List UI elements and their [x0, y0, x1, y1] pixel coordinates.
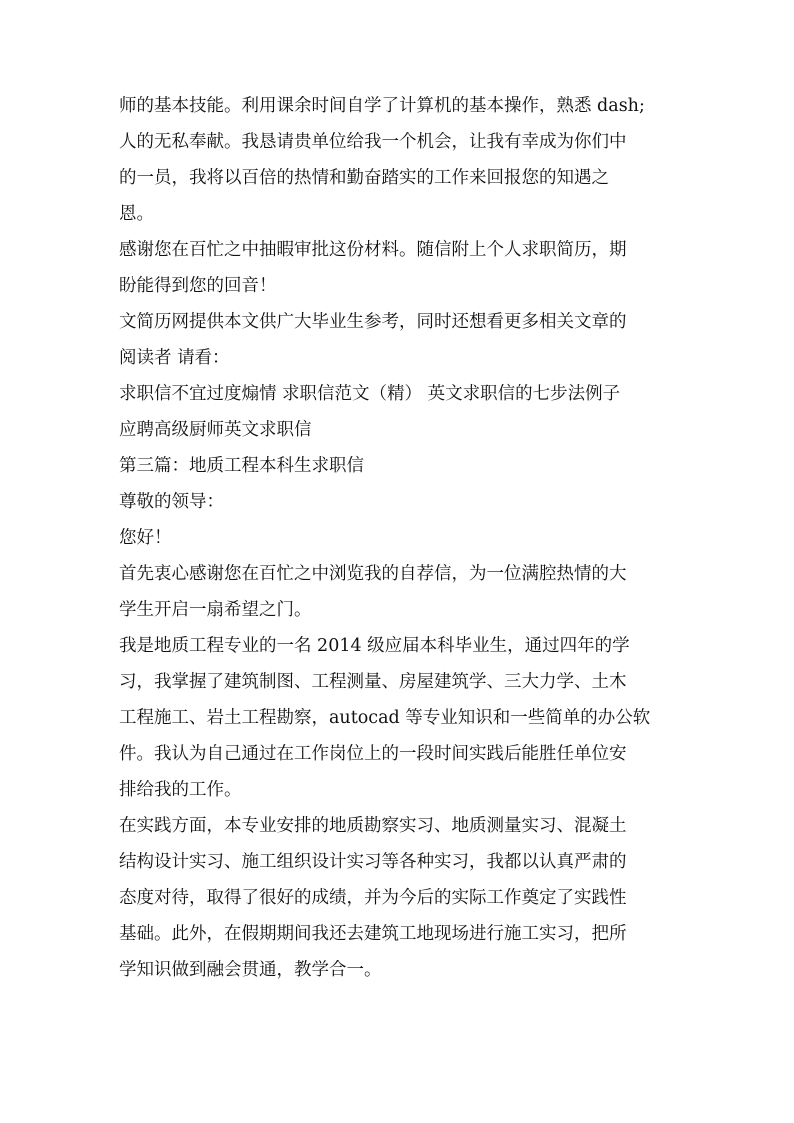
text-line: 求职信不宜过度煽情 求职信范文（精） 英文求职信的七步法例子 — [119, 384, 621, 404]
text-line: 我是地质工程专业的一名 2014 级应届本科毕业生，通过四年的学 — [119, 636, 630, 656]
text-line: 的一员，我将以百倍的热情和勤奋踏实的工作来回报您的知遇之 — [119, 168, 609, 188]
text-line: 习，我掌握了建筑制图、工程测量、房屋建筑学、三大力学、土木 — [119, 672, 627, 692]
text-line: 阅读者 请看： — [119, 348, 230, 368]
text-line: 文简历网提供本文供广大毕业生参考，同时还想看更多相关文章的 — [119, 312, 627, 332]
text-line: 学知识做到融会贯通，教学合一。 — [119, 960, 382, 980]
text-line: 感谢您在百忙之中抽暇审批这份材料。随信附上个人求职简历，期 — [119, 240, 627, 260]
text-line: 在实践方面，本专业安排的地质勘察实习、地质测量实习、混凝土 — [119, 816, 627, 836]
text-line: 应聘高级厨师英文求职信 — [119, 420, 312, 440]
text-line: 基础。此外，在假期期间我还去建筑工地现场进行施工实习，把所 — [119, 924, 627, 944]
text-line: 恩。 — [119, 204, 154, 224]
text-line: 学生开启一扇希望之门。 — [119, 600, 312, 620]
salutation: 尊敬的领导： — [119, 492, 224, 512]
text-line: 盼能得到您的回音！ — [119, 276, 277, 296]
section-heading: 第三篇：地质工程本科生求职信 — [119, 456, 364, 476]
document-body-text — [119, 88, 679, 988]
text-line: 工程施工、岩土工程勘察，autocad 等专业知识和一些简单的办公软 — [119, 708, 651, 728]
greeting: 您好！ — [119, 528, 172, 548]
text-line: 排给我的工作。 — [119, 780, 242, 800]
text-line: 人的无私奉献。我恳请贵单位给我一个机会，让我有幸成为你们中 — [119, 132, 627, 152]
text-line: 首先衷心感谢您在百忙之中浏览我的自荐信，为一位满腔热情的大 — [119, 564, 627, 584]
text-line: 结构设计实习、施工组织设计实习等各种实习，我都以认真严肃的 — [119, 852, 627, 872]
text-line: 件。我认为自己通过在工作岗位上的一段时间实践后能胜任单位安 — [119, 744, 627, 764]
text-line: 态度对待，取得了很好的成绩，并为今后的实际工作奠定了实践性 — [119, 888, 627, 908]
text-line: 师的基本技能。利用课余时间自学了计算机的基本操作，熟悉 dash; — [119, 96, 645, 116]
